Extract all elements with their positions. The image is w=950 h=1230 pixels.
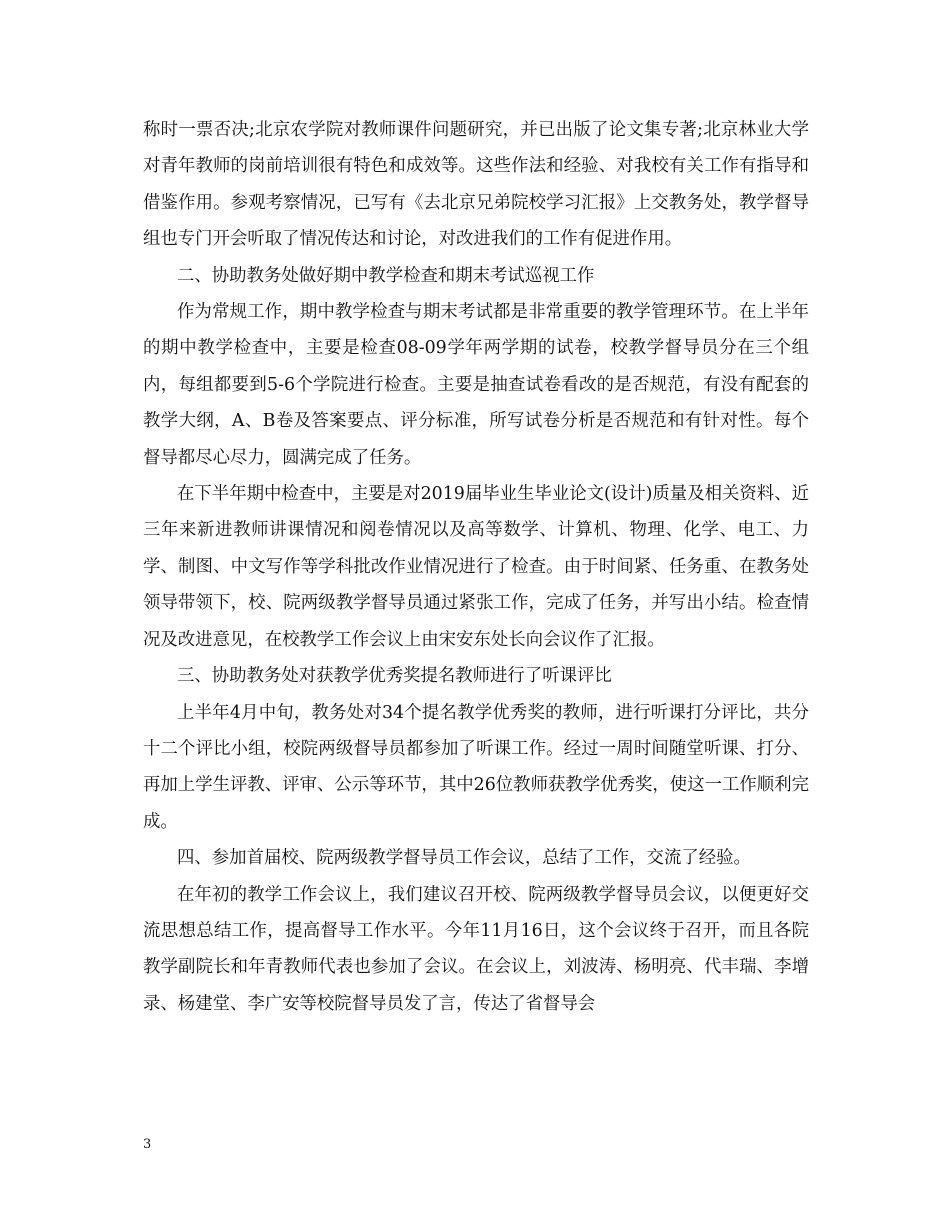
section-heading-3: 三、协助教务处对获教学优秀奖提名教师进行了听课评比 <box>177 666 612 687</box>
document-body <box>143 112 809 1022</box>
section-heading-2: 二、协助教务处做好期中教学检查和期末考试巡视工作 <box>177 265 595 286</box>
page-number: 3 <box>143 1137 152 1152</box>
paragraph-6: 上半年4月中旬，教务处对34个提名教学优秀奖的教师，进行听课打分评比，共分十二个评比小组，校院两级督导员都参加了听课工作。经过一周时间随堂听课、打分、再加上学生评教、评审、公示等环节，其中26位教师获教学优秀奖，使这一工作顺利完成。 <box>143 702 809 832</box>
paragraph-3: 作为常规工作，期中教学检查与期末考试都是非常重要的教学管理环节。在上半年的期中教学检查中，主要是检查08-09学年两学期的试卷，校教学督导员分在三个组内，每组都要到5-6个学院进行检查。主要是抽查试卷看改的是否规范，有没有配套的教学大纲，A、B卷及答案要点、评分标准，所写试卷分析是否规范和有针对性。每个督导都尽心尽力，圆满完成了任务。 <box>143 302 809 468</box>
paragraph-8: 在年初的教学工作会议上，我们建议召开校、院两级教学督导员会议，以便更好交流思想总结工作，提高督导工作水平。今年11月16日，这个会议终于召开，而且各院教学副院长和年青教师代表也参加了会议。在会议上，刘波涛、杨明亮、代丰瑞、李增录、杨建堂、李广安等校院督导员发了言，传达了省督导会 <box>143 884 809 1014</box>
paragraph-4: 在下半年期中检查中，主要是对2019届毕业生毕业论文(设计)质量及相关资料、近三年来新进教师讲课情况和阅卷情况以及高等数学、计算机、物理、化学、电工、力学、制图、中文写作等学科批改作业情况进行了检查。由于时间紧、任务重、在教务处领导带领下，校、院两级教学督导员通过紧张工作，完成了任务，并写出小结。检查情况及改进意见，在校教学工作会议上由宋安东处长向会议作了汇报。 <box>143 484 809 650</box>
paragraph-1: 称时一票否决;北京农学院对教师课件问题研究，并已出版了论文集专著;北京林业大学对青年教师的岗前培训很有特色和成效等。这些作法和经验、对我校有关工作有指导和借鉴作用。参观考察情况，已写有《去北京兄弟院校学习汇报》上交教务处，教学督导组也专门开会听取了情况传达和讨论，对改进我们的工作有促进作用。 <box>143 120 809 250</box>
section-heading-4: 四、参加首届校、院两级教学督导员工作会议，总结了工作，交流了经验。 <box>177 848 751 869</box>
